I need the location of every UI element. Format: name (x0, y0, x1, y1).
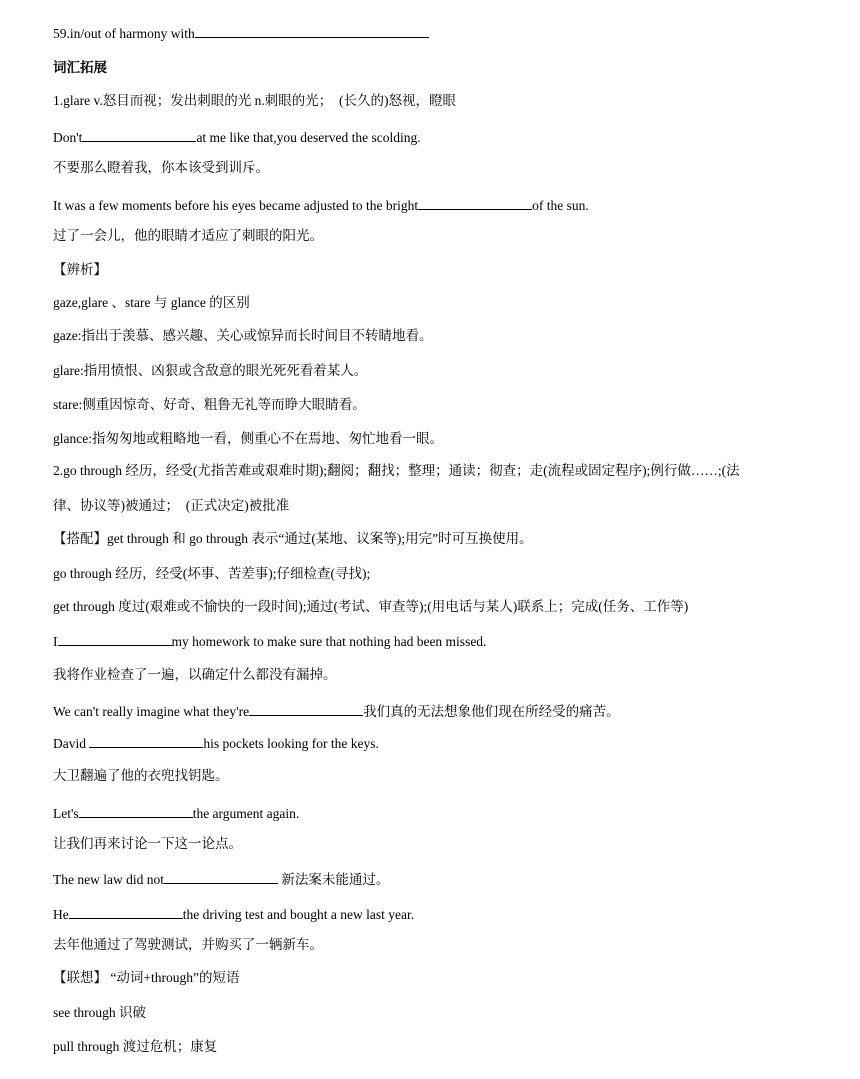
answer-blank[interactable] (58, 632, 172, 646)
example-sentence: We can't really imagine what they're 我们真的无法想象他们现在所经受的痛苦。 (53, 704, 620, 719)
section-heading: 词汇拓展 (53, 60, 107, 75)
glare-note: glare:指用愤恨、凶狠或含敌意的眼光死死看着某人。 (53, 363, 368, 378)
go-through-usage: go through 经历，经受(坏事、苦差事);仔细检查(寻找); (53, 566, 371, 581)
example-translation: 不要那么瞪着我，你本该受到训斥。 (53, 160, 269, 175)
example-sentence: David his pockets looking for the keys. (53, 736, 379, 751)
example-sentence: Let's the argument again. (53, 806, 300, 821)
answer-blank[interactable] (82, 128, 196, 142)
example-sentence: The new law did not 新法案未能通过。 (53, 872, 390, 887)
analysis-label: 【辨析】 (53, 262, 107, 277)
example-translation: 我将作业检查了一遍，以确定什么都没有漏掉。 (53, 667, 337, 682)
answer-blank[interactable] (79, 804, 193, 818)
example-sentence: He the driving test and bought a new last year. (53, 907, 415, 922)
example-translation: 去年他通过了驾驶测试，并购买了一辆新车。 (53, 937, 323, 952)
example-sentence: It was a few moments before his eyes became adjusted to the bright of the sun. (53, 198, 589, 213)
compare-title: gaze,glare 、stare 与 glance 的区别 (53, 295, 250, 310)
glare-definition: 1.glare v.怒目而视；发出刺眼的光 n.刺眼的光； (长久的)怒视，瞪眼 (53, 93, 456, 108)
phrase-pull-through: pull through 渡过危机；康复 (53, 1039, 218, 1054)
association-label: 【联想】 “动词+through”的短语 (53, 970, 240, 985)
phrase-see-through: see through 识破 (53, 1005, 146, 1020)
get-through-usage: get through 度过(艰难或不愉快的一段时间);通过(考试、审查等);(用电话与某人)联系上；完成(任务、工作等) (53, 599, 689, 614)
stare-note: stare:侧重因惊奇、好奇、粗鲁无礼等而睁大眼睛看。 (53, 397, 366, 412)
example-translation: 过了一会儿，他的眼睛才适应了刺眼的阳光。 (53, 228, 323, 243)
example-translation: 让我们再来讨论一下这一论点。 (53, 836, 242, 851)
answer-blank[interactable] (249, 702, 363, 716)
example-sentence: Don't at me like that,you deserved the scolding. (53, 130, 421, 145)
answer-blank[interactable] (195, 24, 429, 38)
answer-blank[interactable] (418, 196, 532, 210)
example-sentence: I my homework to make sure that nothing had been missed. (53, 634, 487, 649)
item-59: 59.in/out of harmony with (53, 24, 840, 43)
answer-blank[interactable] (164, 870, 278, 884)
answer-blank[interactable] (69, 905, 183, 919)
gaze-note: gaze:指出于羡慕、感兴趣、关心或惊异而长时间目不转睛地看。 (53, 328, 433, 343)
collocation-note: 【搭配】get through 和 go through 表示“通过(某地、议案等);用完”时可互换使用。 (53, 531, 533, 546)
go-through-definition-cont: 律、协议等)被通过； (正式决定)被批准 (53, 498, 290, 513)
glance-note: glance:指匆匆地或粗略地一看，侧重心不在焉地、匆忙地看一眼。 (53, 431, 443, 446)
go-through-definition: 2.go through 经历，经受(尤指苦难或艰难时期);翻阅；翻找；整理；通读；彻查；走(流程或固定程序);例行做……;(法 (53, 463, 740, 478)
answer-blank[interactable] (89, 734, 203, 748)
example-translation: 大卫翻遍了他的衣兜找钥匙。 (53, 768, 229, 783)
